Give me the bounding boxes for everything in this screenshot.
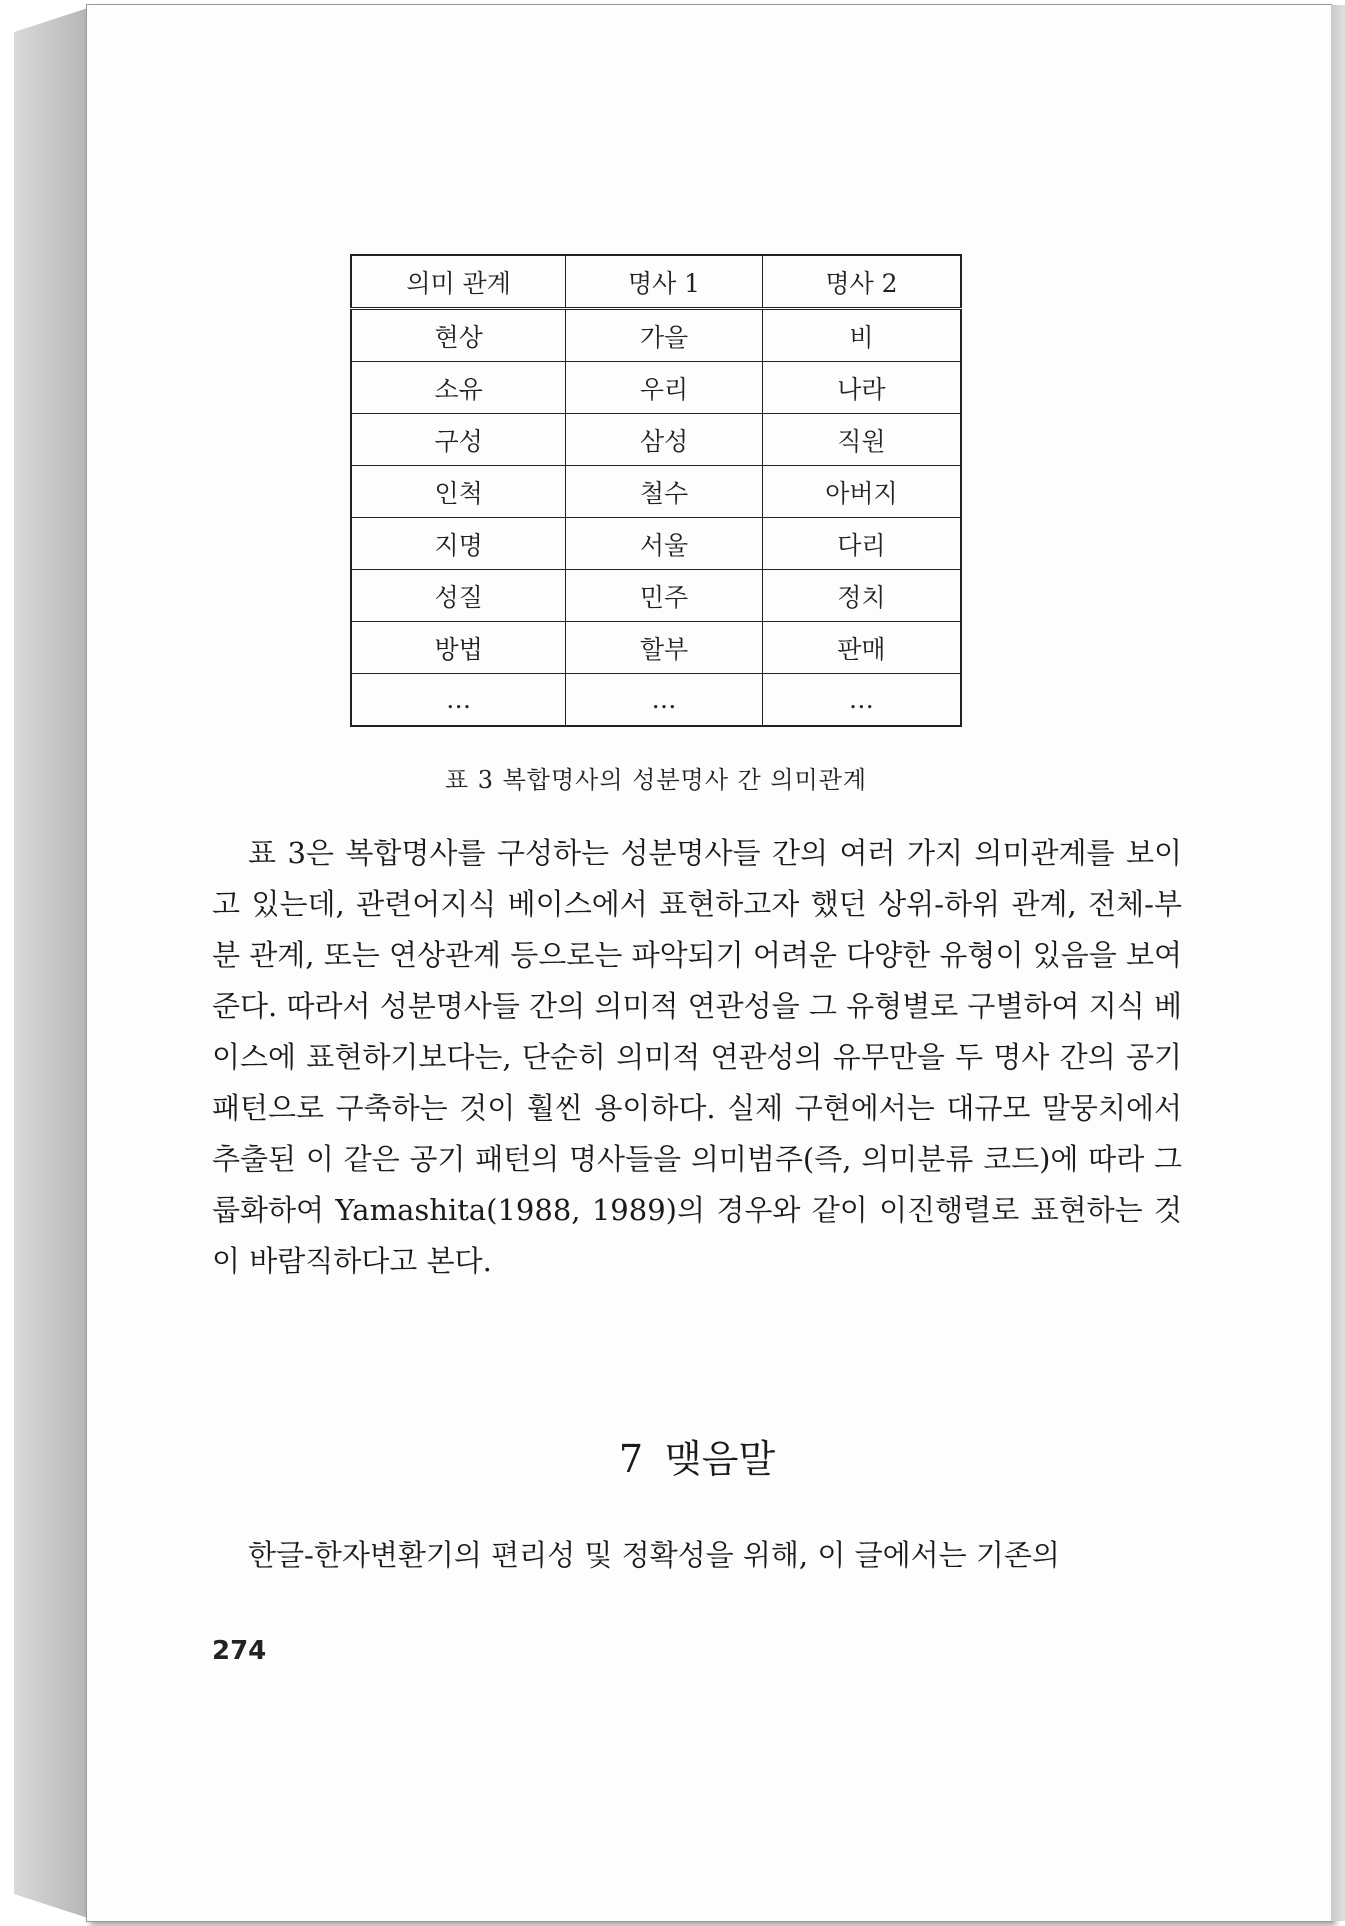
table-cell: … — [566, 674, 763, 727]
table-cell: 철수 — [566, 466, 763, 518]
table-cell: 현상 — [351, 309, 566, 362]
table-row — [351, 674, 961, 727]
body-paragraph-block — [212, 828, 1182, 1287]
table-cell: 인척 — [351, 466, 566, 518]
section-title: 맺음말 — [665, 1437, 776, 1481]
page-edge — [1331, 5, 1345, 1921]
table-cell: … — [762, 674, 961, 727]
table-cell: 정치 — [762, 570, 961, 622]
table-header-cell: 명사 2 — [762, 255, 961, 309]
section-number: 7 — [618, 1437, 644, 1481]
table-row — [351, 570, 961, 622]
table-cell: 비 — [762, 309, 961, 362]
table-cell: 구성 — [351, 414, 566, 466]
table-cell: 민주 — [566, 570, 763, 622]
table-row — [351, 622, 961, 674]
table-cell: 다리 — [762, 518, 961, 570]
table-cell: 삼성 — [566, 414, 763, 466]
table-cell: 방법 — [351, 622, 566, 674]
table-cell: 할부 — [566, 622, 763, 674]
table-cell: 나라 — [762, 362, 961, 414]
table-cell: 아버지 — [762, 466, 961, 518]
table-cell: 우리 — [566, 362, 763, 414]
table-cell: 성질 — [351, 570, 566, 622]
table-cell: 판매 — [762, 622, 961, 674]
body-paragraph: 표 3은 복합명사를 구성하는 성분명사들 간의 여러 가지 의미관계를 보이고 있는데, 관련어지식 베이스에서 표현하고자 했던 상위-하위 관계, 전체-부분 관계, 또는 연상관계 등으로는 파악되기 어려운 다양한 유형이 있음을 보여준다. 따라서 성분명사들 간의 의미적 연관성을 그 유형별로 구별하여 지식 베이스에 표현하기보다는, 단순히 의미적 연관성의 유무만을 두 명사 간의 공기 패턴으로 구축하는 것이 훨씬 용이하다. 실제 구현에서는 대규모 말뭉치에서 추출된 이 같은 공기 패턴의 명사들을 의미범주(즉, 의미분류 코드)에 따라 그룹화하여 Yamashita(1988, 1989)의 경우와 같이 이진행렬로 표현하는 것이 바람직하다고 본다. — [212, 836, 1182, 1278]
next-paragraph: 한글-한자변환기의 편리성 및 정확성을 위해, 이 글에서는 기존의 — [248, 1538, 1060, 1572]
section-heading — [212, 1428, 1182, 1483]
table-cell: 서울 — [566, 518, 763, 570]
table-caption: 표 3 복합명사의 성분명사 간 의미관계 — [444, 766, 868, 794]
table-cell: 소유 — [351, 362, 566, 414]
table-cell: 지명 — [351, 518, 566, 570]
table-cell: 직원 — [762, 414, 961, 466]
semantic-relation-table — [350, 254, 962, 727]
book-spine-edge — [14, 8, 88, 1918]
table-row — [351, 309, 961, 362]
table-row — [351, 466, 961, 518]
table-cell: 가을 — [566, 309, 763, 362]
table-row — [351, 518, 961, 570]
table-header-cell: 명사 1 — [566, 255, 763, 309]
table-cell: … — [351, 674, 566, 727]
table-row — [351, 414, 961, 466]
table-header-row — [351, 255, 961, 309]
table-header-cell: 의미 관계 — [351, 255, 566, 309]
table-row — [351, 362, 961, 414]
page-number: 274 — [212, 1636, 267, 1666]
